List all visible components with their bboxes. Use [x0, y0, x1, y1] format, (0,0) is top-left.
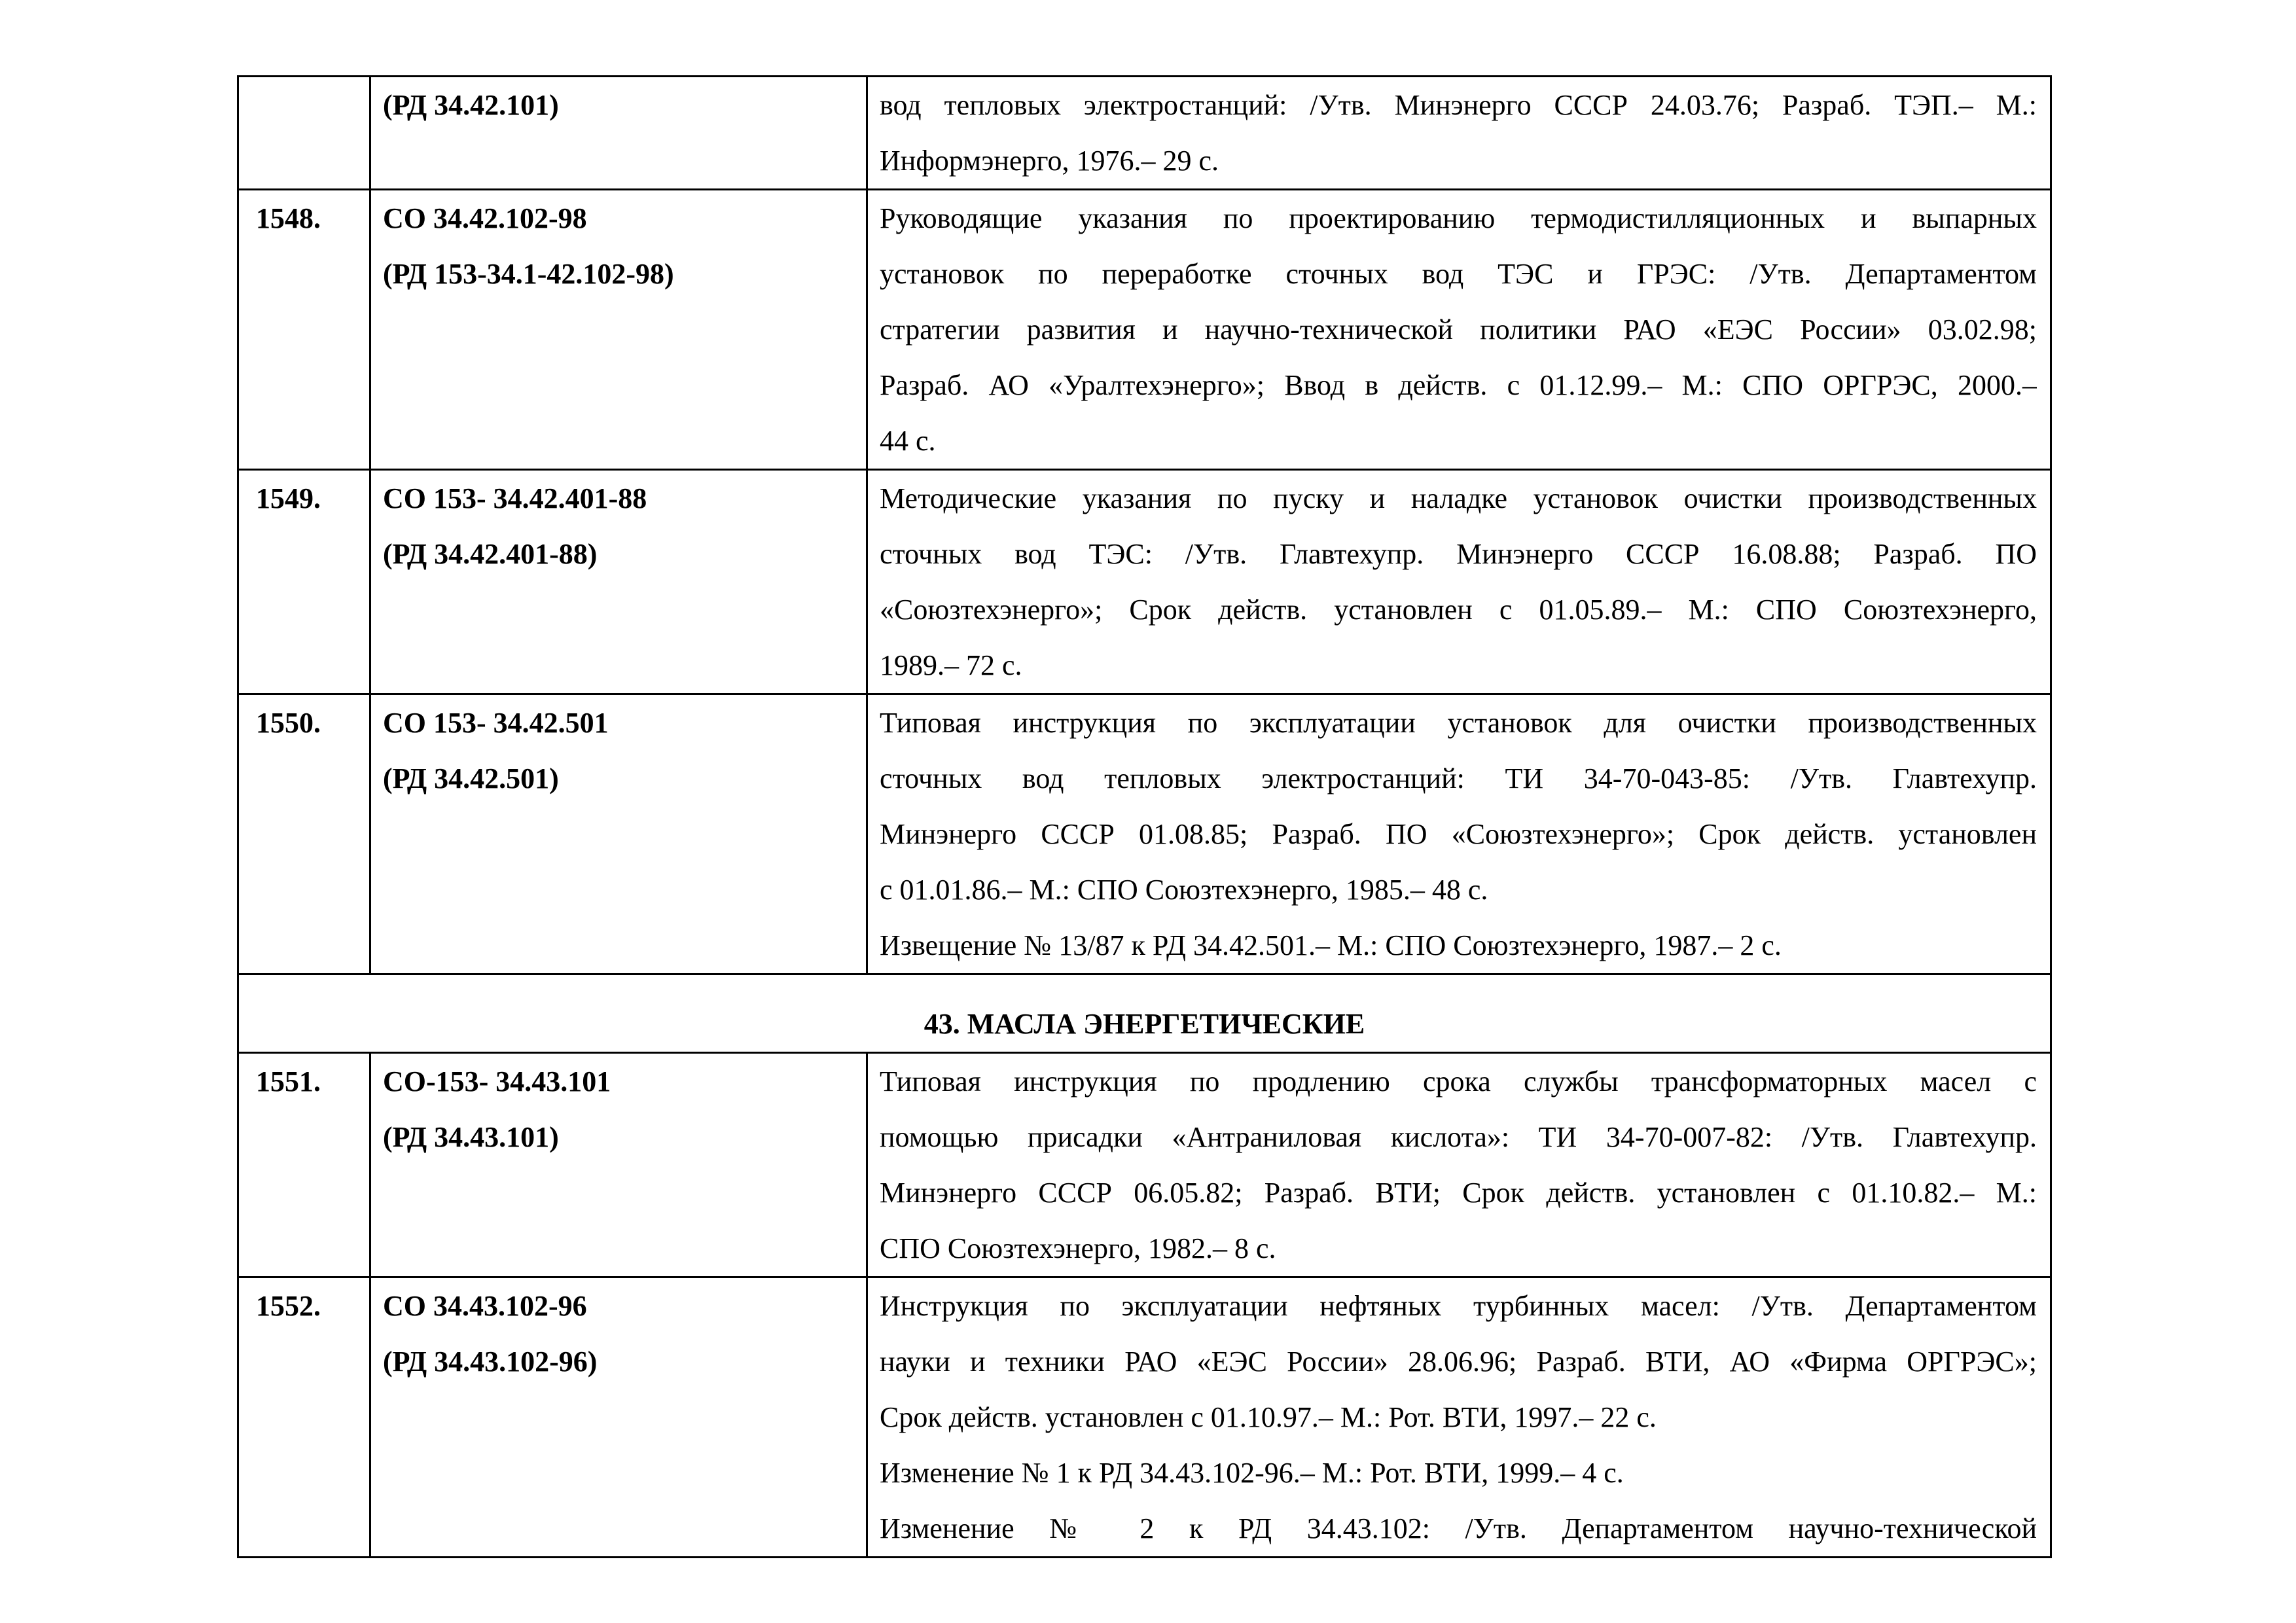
description-line: сточных вод ТЭС: /Утв. Главтехупр. Минэнерго СССР 16.08.88; Разраб. ПО — [880, 538, 2037, 570]
document-description-cell — [867, 694, 2051, 974]
document-description-cell — [867, 77, 2051, 190]
document-code-cell — [370, 1053, 867, 1277]
document-code: СО 34.43.102-96 — [383, 1290, 587, 1322]
document-code: (РД 34.43.101) — [383, 1121, 559, 1153]
table-row — [238, 470, 2051, 694]
description-line: помощью присадки «Антраниловая кислота»: ТИ 34-70-007-82: /Утв. Главтехупр. — [880, 1121, 2037, 1153]
section-header-row-group — [238, 974, 2051, 1053]
description-line: Типовая инструкция по эксплуатации установок для очистки производственных — [880, 707, 2037, 739]
description-line: 1989.– 72 с. — [880, 649, 1022, 681]
section-header-row — [238, 974, 2051, 1053]
table-row — [238, 190, 2051, 470]
description-line: 44 с. — [880, 425, 936, 457]
description-line: Изменение № 1 к РД 34.43.102-96.– М.: Рот. ВТИ, 1999.– 4 с. — [880, 1457, 1624, 1489]
document-code: СО-153- 34.43.101 — [383, 1065, 611, 1097]
table-row — [238, 694, 2051, 974]
description-line: Информэнерго, 1976.– 29 с. — [880, 145, 1219, 177]
description-line: стратегии развития и научно-технической политики РАО «ЕЭС России» 03.02.98; — [880, 313, 2037, 346]
entry-number: 1552. — [238, 1277, 370, 1558]
description-line: Извещение № 13/87 к РД 34.42.501.– М.: СПО Союзтехэнерго, 1987.– 2 с. — [880, 929, 1782, 961]
table-body-section-42 — [238, 77, 2051, 974]
description-line: Срок действ. установлен с 01.10.97.– М.: Рот. ВТИ, 1997.– 22 с. — [880, 1401, 1657, 1433]
description-line: Инструкция по эксплуатации нефтяных турбинных масел: /Утв. Департаментом — [880, 1290, 2037, 1322]
description-line: вод тепловых электростанций: /Утв. Минэнерго СССР 24.03.76; Разраб. ТЭП.– М.: — [880, 89, 2037, 121]
document-code: (РД 34.43.102-96) — [383, 1346, 598, 1378]
document-code-cell — [370, 1277, 867, 1558]
document-code-cell — [370, 694, 867, 974]
entry-number: 1548. — [238, 190, 370, 470]
document-description-cell — [867, 190, 2051, 470]
description-line: установок по переработке сточных вод ТЭС и ГРЭС: /Утв. Департаментом — [880, 258, 2037, 290]
description-line: Типовая инструкция по продлению срока службы трансформаторных масел с — [880, 1065, 2037, 1097]
entry-number — [238, 77, 370, 190]
table-row — [238, 77, 2051, 190]
standards-table — [237, 75, 2052, 1558]
description-line: Изменение № 2 к РД 34.43.102: /Утв. Департаментом научно-технической — [880, 1512, 2037, 1544]
description-line: с 01.01.86.– М.: СПО Союзтехэнерго, 1985.– 48 с. — [880, 874, 1488, 906]
document-code: (РД 34.42.401-88) — [383, 538, 598, 570]
entry-number: 1551. — [238, 1053, 370, 1277]
document-code: (РД 153-34.1-42.102-98) — [383, 258, 674, 290]
table-body-section-43 — [238, 1053, 2051, 1558]
document-code: (РД 34.42.101) — [383, 89, 559, 121]
document-description-cell — [867, 1277, 2051, 1558]
description-line: Методические указания по пуску и наладке установок очистки производственных — [880, 482, 2037, 514]
description-line: Разраб. АО «Уралтехэнерго»; Ввод в действ. с 01.12.99.– М.: СПО ОРГРЭС, 2000.– — [880, 369, 2037, 401]
section-title: 43. МАСЛА ЭНЕРГЕТИЧЕСКИЕ — [924, 1008, 1365, 1040]
document-code: СО 153- 34.42.501 — [383, 707, 609, 739]
entry-number: 1550. — [238, 694, 370, 974]
description-line: Минэнерго СССР 01.08.85; Разраб. ПО «Союзтехэнерго»; Срок действ. установлен — [880, 818, 2037, 850]
document-description-cell — [867, 1053, 2051, 1277]
entry-number: 1549. — [238, 470, 370, 694]
description-line: науки и техники РАО «ЕЭС России» 28.06.96; Разраб. ВТИ, АО «Фирма ОРГРЭС»; — [880, 1346, 2037, 1378]
table-row — [238, 1053, 2051, 1277]
document-code: СО 153- 34.42.401-88 — [383, 482, 647, 514]
description-line: «Союзтехэнерго»; Срок действ. установлен с 01.05.89.– М.: СПО Союзтехэнерго, — [880, 594, 2037, 626]
document-code: (РД 34.42.501) — [383, 762, 559, 794]
document-code-cell — [370, 470, 867, 694]
section-header-cell — [238, 974, 2051, 1053]
table-row — [238, 1277, 2051, 1558]
description-line: СПО Союзтехэнерго, 1982.– 8 с. — [880, 1232, 1276, 1264]
document-code: СО 34.42.102-98 — [383, 202, 587, 234]
document-code-cell — [370, 77, 867, 190]
description-line: сточных вод тепловых электростанций: ТИ 34-70-043-85: /Утв. Главтехупр. — [880, 762, 2037, 794]
description-line: Руководящие указания по проектированию термодистилляционных и выпарных — [880, 202, 2037, 234]
document-description-cell — [867, 470, 2051, 694]
description-line: Минэнерго СССР 06.05.82; Разраб. ВТИ; Срок действ. установлен с 01.10.82.– М.: — [880, 1177, 2037, 1209]
document-code-cell — [370, 190, 867, 470]
